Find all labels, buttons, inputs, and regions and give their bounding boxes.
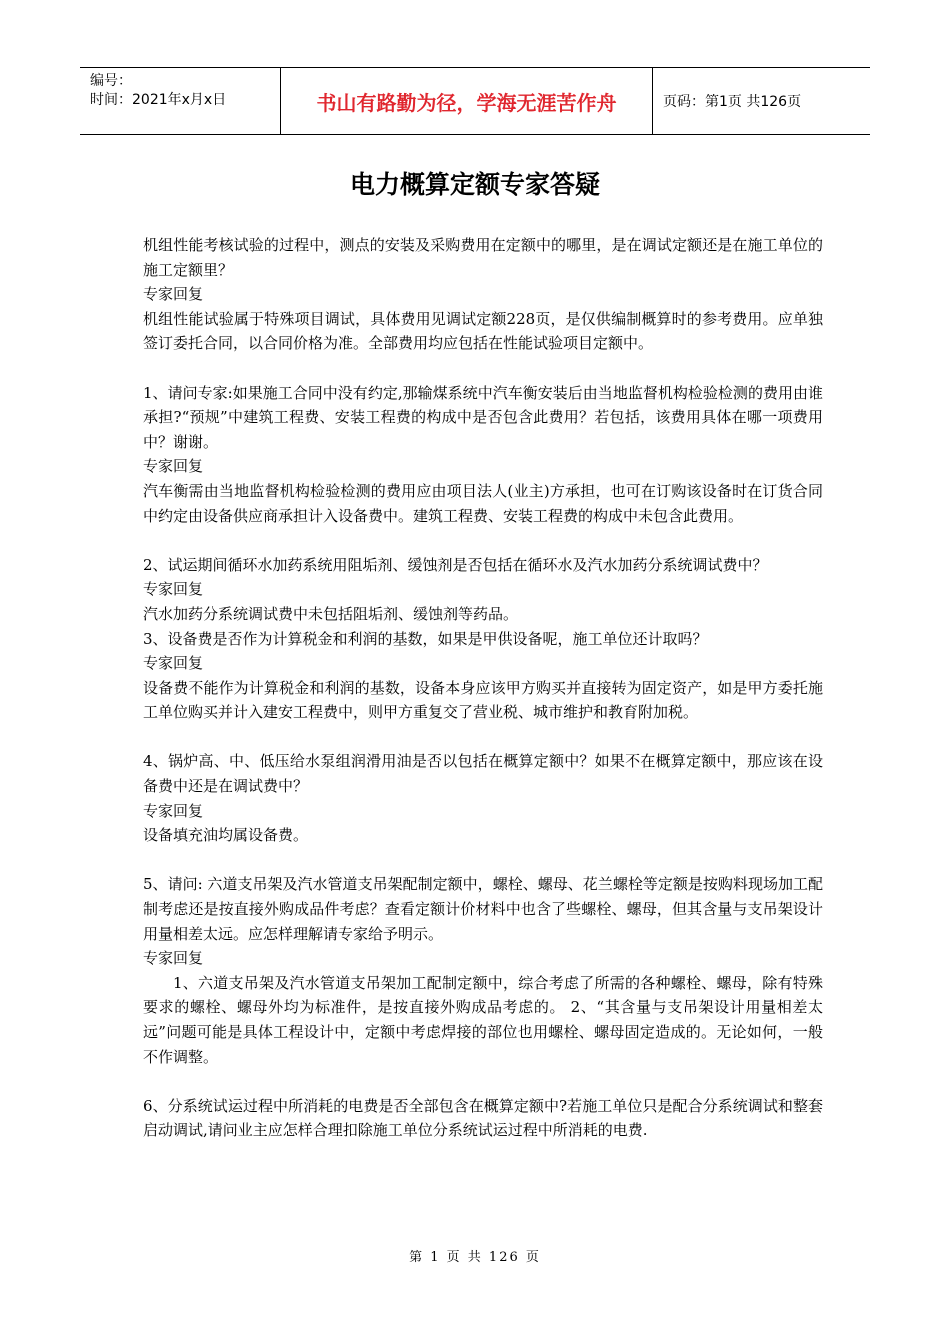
question-paragraph: 机组性能考核试验的过程中，测点的安装及采购费用在定额中的哪里，是在调试定额还是在施工单位的施工定额里？: [143, 236, 823, 279]
answer-paragraph: 机组性能试验属于特殊项目调试，具体费用见调试定额228页，是仅供编制概算时的参考费用。应单独签订委托合同，以合同价格为准。全部费用均应包括在性能试验项目定额中。: [143, 309, 823, 353]
header-page-info: 页码：第1页 共126页: [663, 94, 802, 110]
header-meta: [80, 68, 280, 134]
page-header: [80, 67, 870, 135]
paragraph-spacer: [143, 1069, 823, 1094]
header-date: 时间：2021年x月x日: [90, 92, 227, 108]
expert-reply-label: 专家回复: [143, 285, 204, 304]
expert-reply-label: 专家回复: [143, 949, 204, 968]
header-motto: 书山有路勤为径，学海无涯苦作舟: [280, 68, 653, 134]
answer-paragraph: 汽水加药分系统调试费中未包括阻垢剂、缓蚀剂等药品。: [143, 604, 519, 623]
page-footer: 第 1 页 共 126 页: [409, 1250, 541, 1265]
expert-reply-label: 专家回复: [143, 801, 204, 820]
document-body: [143, 233, 823, 1143]
paragraph-spacer: [143, 356, 823, 381]
question-paragraph: 1、请问专家:如果施工合同中没有约定,那输煤系统中汽车衡安装后由当地监督机构检验检测的费用由谁承担?“预规”中建筑工程费、安装工程费的构成中是否包含此费用？若包括，该费用具体在哪一项费用中？谢谢。: [143, 383, 823, 451]
question-paragraph: 6、分系统试运过程中所消耗的电费是否全部包含在概算定额中?若施工单位只是配合分系统调试和整套启动调试,请问业主应怎样合理扣除施工单位分系统试运过程中所消耗的电费.: [143, 1096, 823, 1140]
answer-paragraph: 设备费不能作为计算税金和利润的基数，设备本身应该甲方购买并直接转为固定资产，如是甲方委托施工单位购买并计入建安工程费中，则甲方重复交了营业税、城市维护和教育附加税。: [143, 678, 823, 722]
header-number: 编号：: [90, 73, 132, 89]
answer-paragraph: 1、六道支吊架及汽水管道支吊架加工配制定额中，综合考虑了所需的各种螺栓、螺母，除有特殊要求的螺栓、螺母外均为标准件，是按直接外购成品考虑的。 2、“其含量与支吊架设计用量相差太远”问题可能是具体工程设计中，定额中考虑焊接的部位也用螺栓、螺母固定造成的。无论如何，一般不作调整。: [143, 973, 823, 1066]
question-paragraph: 5、请问: 六道支吊架及汽水管道支吊架配制定额中，螺栓、螺母、花兰螺栓等定额是按购料现场加工配制考虑还是按直接外购成品件考虑？查看定额计价材料中也含了些螺栓、螺母，但其含量与支吊架设计用量相差太远。应怎样理解请专家给予明示。: [143, 875, 823, 943]
paragraph-spacer: [143, 528, 823, 553]
document-title: 电力概算定额专家答疑: [349, 170, 600, 199]
question-paragraph: 4、锅炉高、中、低压给水泵组润滑用油是否以包括在概算定额中？如果不在概算定额中，那应该在设备费中还是在调试费中？: [143, 752, 823, 796]
expert-reply-label: 专家回复: [143, 654, 204, 673]
paragraph-spacer: [143, 848, 823, 873]
question-paragraph: 3、设备费是否作为计算税金和利润的基数，如果是甲供设备呢，施工单位还计取吗？: [143, 629, 708, 648]
paragraph-spacer: [143, 725, 823, 750]
answer-paragraph: 设备填充油均属设备费。: [143, 826, 309, 845]
question-paragraph: 2、试运期间循环水加药系统用阻垢剂、缓蚀剂是否包括在循环水及汽水加药分系统调试费中？: [143, 555, 768, 574]
answer-paragraph: 汽车衡需由当地监督机构检验检测的费用应由项目法人(业主)方承担，也可在订购该设备时在订货合同中约定由设备供应商承担计入设备费中。建筑工程费、安装工程费的构成中未包含此费用。: [143, 481, 823, 525]
expert-reply-label: 专家回复: [143, 580, 204, 599]
expert-reply-label: 专家回复: [143, 457, 204, 476]
